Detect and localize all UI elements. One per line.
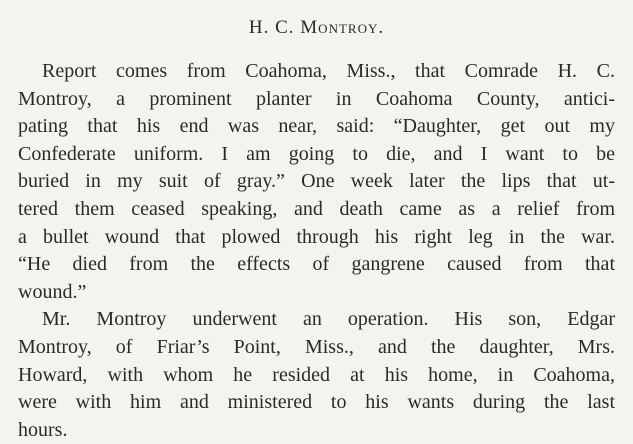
- article-body: [18, 58, 615, 444]
- text-line: “He died from the effects of gangrene caused from that: [18, 253, 615, 276]
- paragraph-2: [18, 306, 615, 444]
- text-line: Howard, with whom he resided at his home, in Coahoma,: [18, 363, 615, 386]
- text-line: hours.: [18, 418, 68, 441]
- text-line: were with him and ministered to his wants during the last: [18, 391, 615, 414]
- text-line: wound.”: [18, 280, 87, 303]
- text-line: Confederate uniform. I am going to die, and I want to be: [18, 142, 615, 165]
- paragraph-1: [18, 58, 615, 306]
- article-title: H. C. Montroy.: [248, 17, 385, 38]
- text-line: tered them ceased speaking, and death came as a relief from: [18, 197, 615, 220]
- text-line: Montroy, of Friar’s Point, Miss., and the daughter, Mrs.: [18, 335, 615, 358]
- text-line: buried in my suit of gray.” One week later the lips that ut-: [18, 170, 615, 193]
- text-line: a bullet wound that plowed through his right leg in the war.: [18, 225, 615, 248]
- text-line: Montroy, a prominent planter in Coahoma County, antici-: [18, 87, 615, 110]
- text-line: Mr. Montroy underwent an operation. His son, Edgar: [42, 308, 615, 331]
- text-line: pating that his end was near, said: “Daughter, get out my: [18, 115, 615, 138]
- text-line: Report comes from Coahoma, Miss., that Comrade H. C.: [42, 60, 615, 82]
